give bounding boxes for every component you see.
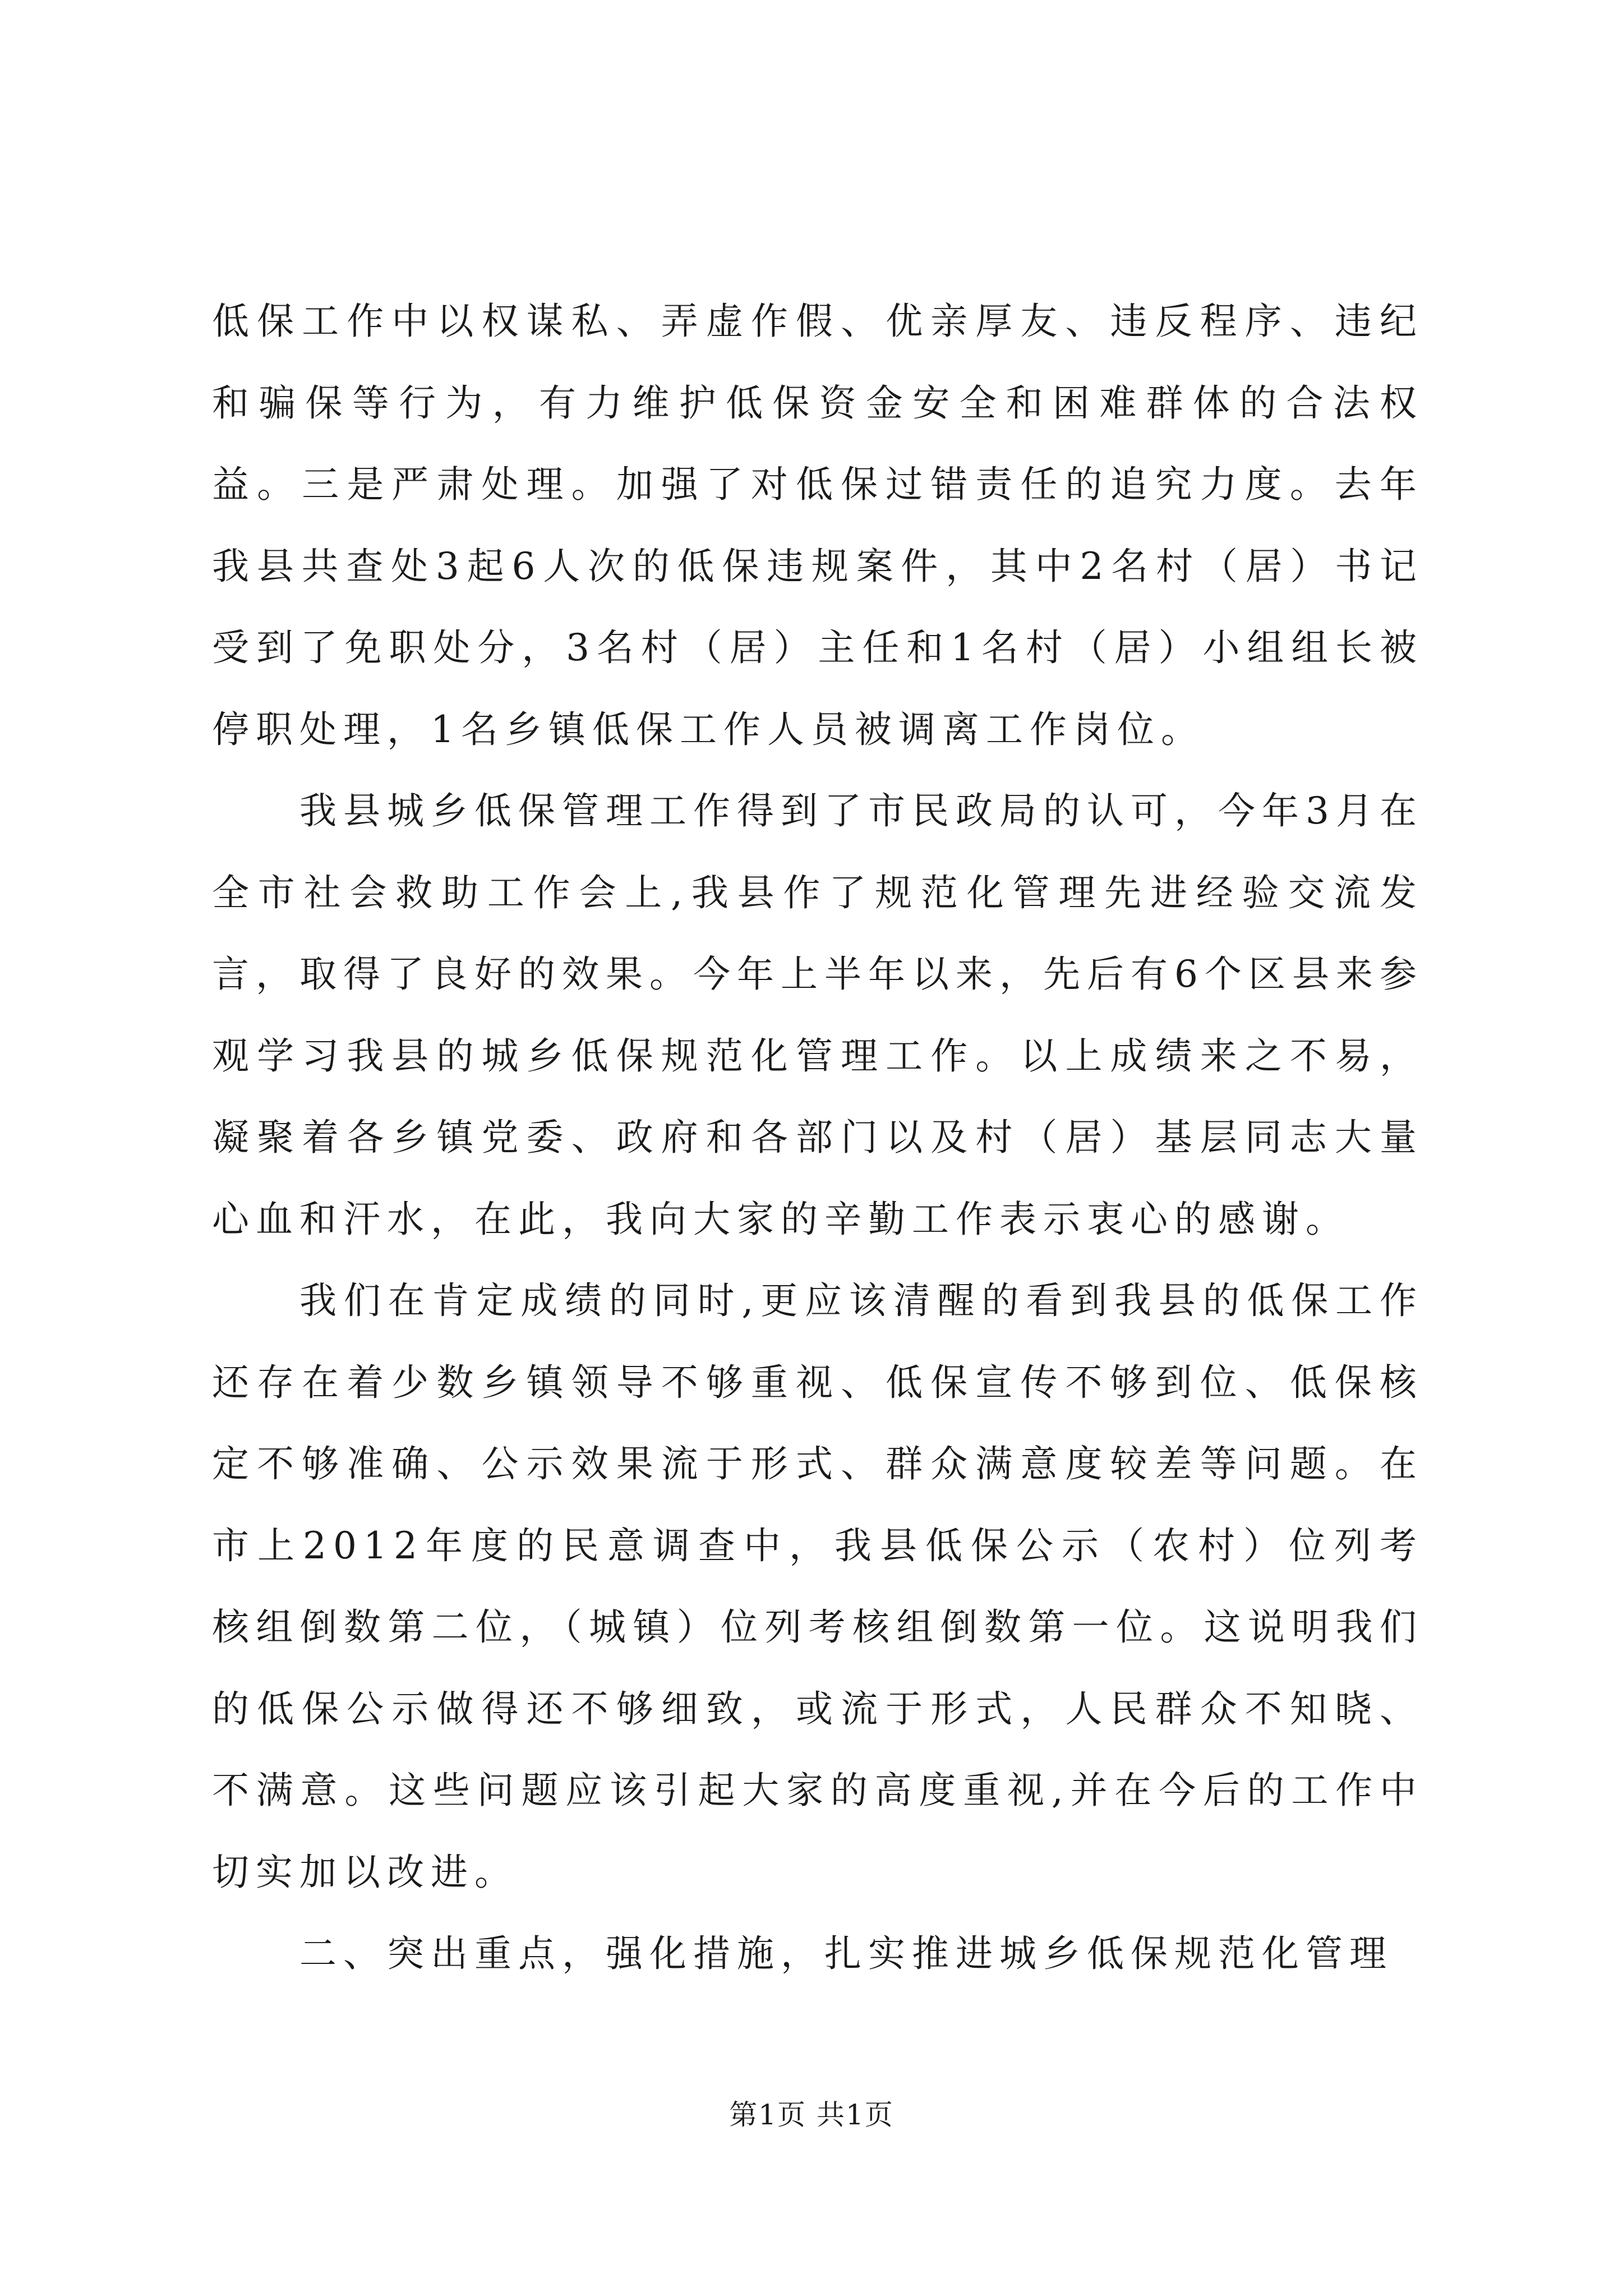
- document-body: [212, 280, 1423, 1995]
- paragraph-2: 我县城乡低保管理工作得到了市民政局的认可，今年3月在全市社会救助工作会上,我县作了规范化管理先进经验交流发言，取得了良好的效果。今年上半年以来，先后有6个区县来参观学习我县的城乡低保规范化管理工作。以上成绩来之不易，凝聚着各乡镇党委、政府和各部门以及村（居）基层同志大量心血和汗水，在此，我向大家的辛勤工作表示衷心的感谢。: [212, 789, 1423, 1241]
- paragraph-1: 低保工作中以权谋私、弄虚作假、优亲厚友、违反程序、违纪和骗保等行为，有力维护低保资金安全和困难群体的合法权益。三是严肃处理。加强了对低保过错责任的追究力度。去年我县共查处3起6人次的低保违规案件，其中2名村（居）书记受到了免职处分，3名村（居）主任和1名村（居）小组组长被停职处理，1名乡镇低保工作人员被调离工作岗位。: [212, 300, 1423, 751]
- page-footer: 第1页 共1页: [729, 2099, 894, 2131]
- paragraph-3: 我们在肯定成绩的同时,更应该清醒的看到我县的低保工作还存在着少数乡镇领导不够重视、低保宣传不够到位、低保核定不够准确、公示效果流于形式、群众满意度较差等问题。在市上2012年度的民意调查中，我县低保公示（农村）位列考核组倒数第二位，（城镇）位列考核组倒数第一位。这说明我们的低保公示做得还不够细致，或流于形式，人民群众不知晓、不满意。这些问题应该引起大家的高度重视,并在今后的工作中切实加以改进。: [212, 1279, 1423, 1894]
- section-heading: 二、突出重点，强化措施，扎实推进城乡低保规范化管理: [299, 1932, 1393, 1975]
